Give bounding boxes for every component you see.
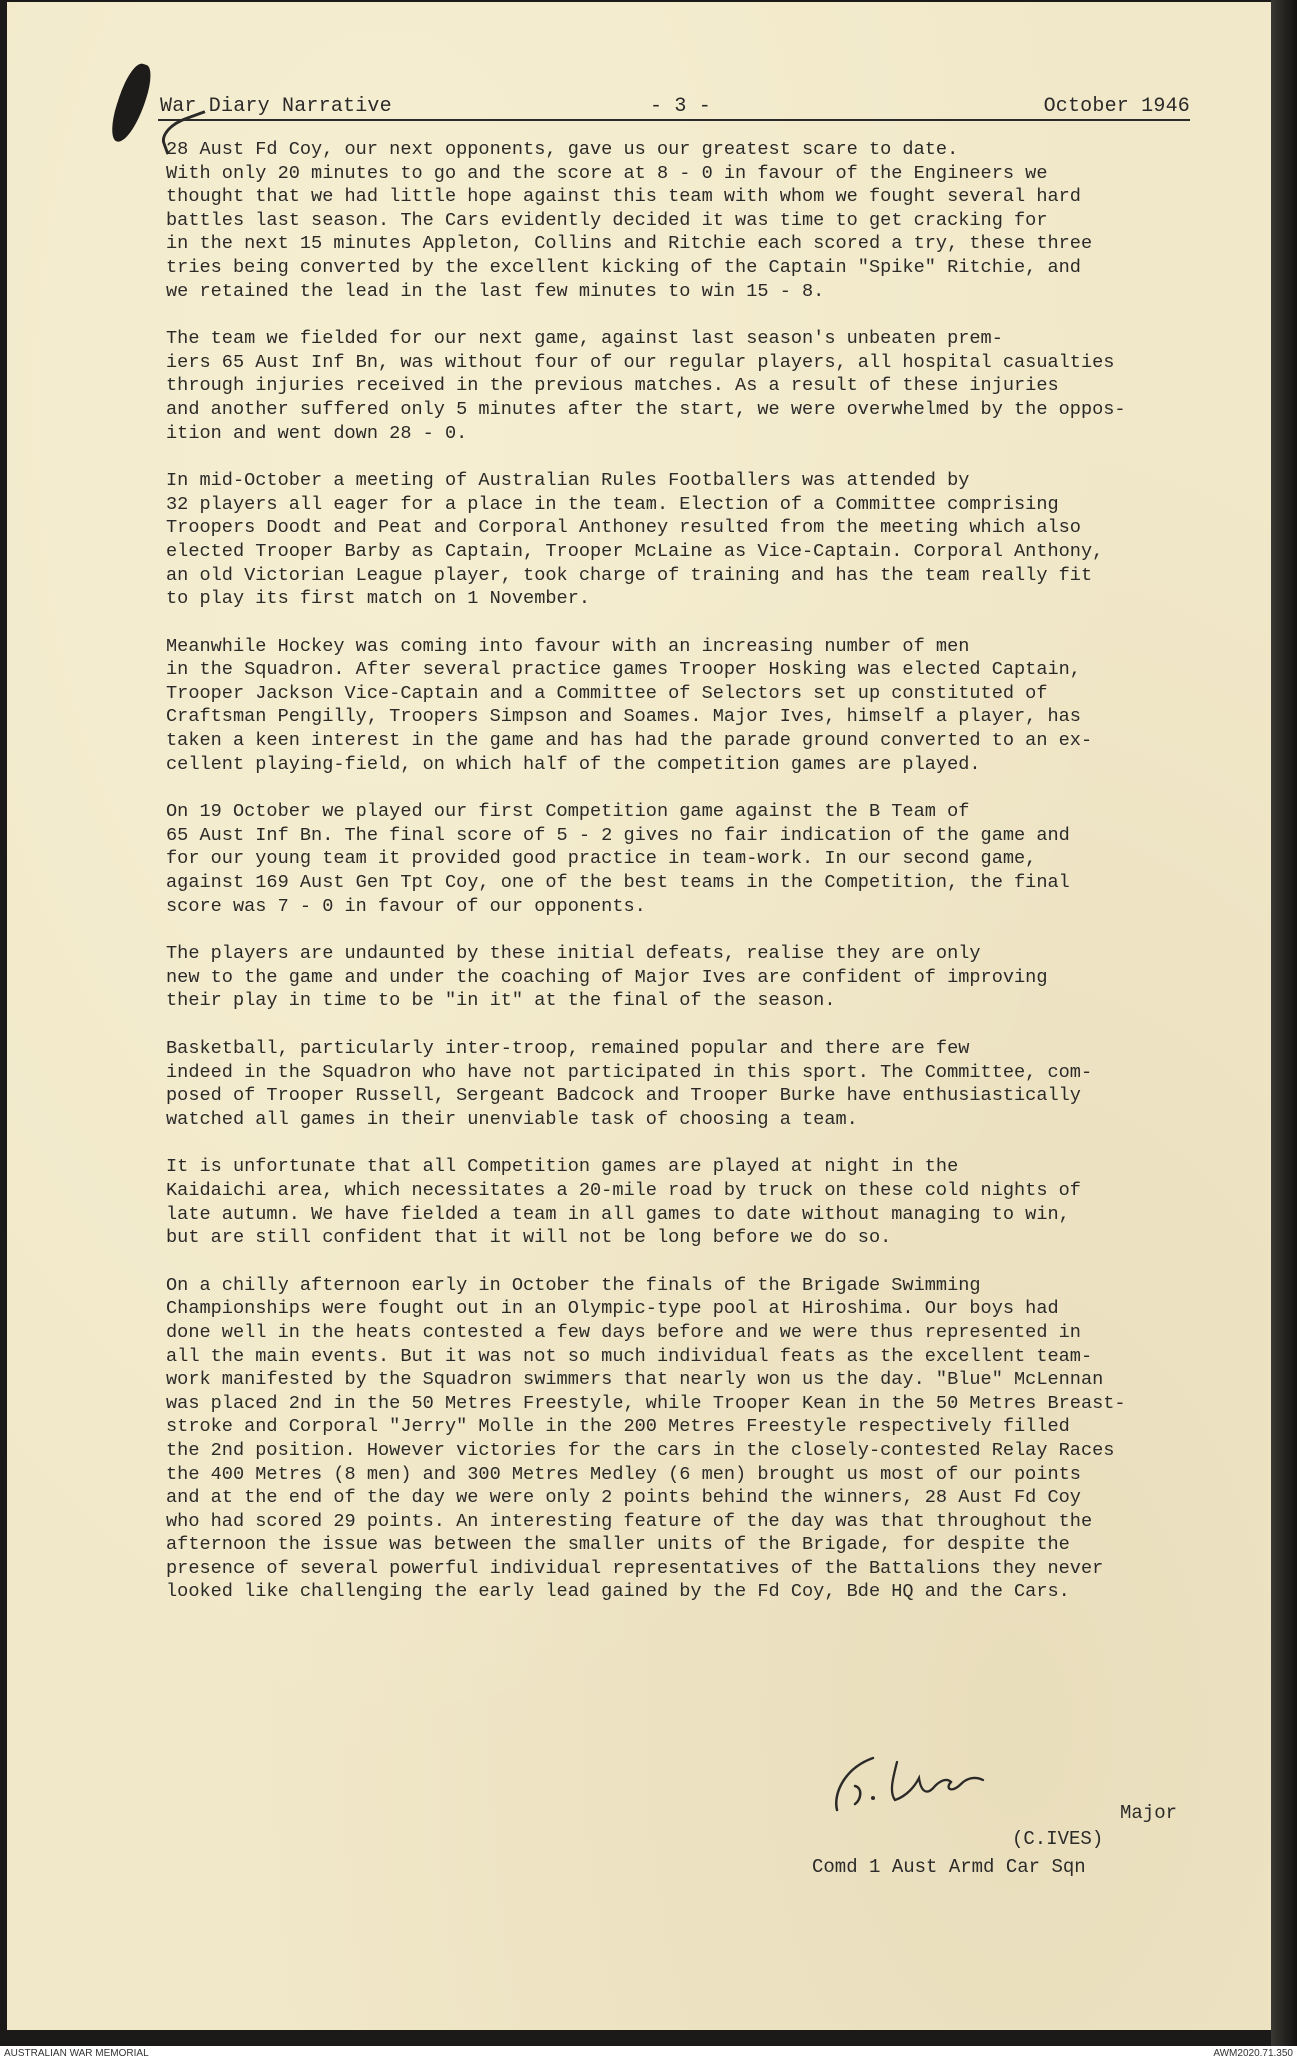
archive-reference: AWM2020.71.350 <box>1213 2048 1293 2059</box>
header-title: War Diary Narrative <box>160 95 392 118</box>
paragraph-rugby-inf-bn: The team we fielded for our next game, against last season's unbeaten prem- iers 65 Aust Inf Bn, was without four of our regular players, all hospital casualties through injuries received in the previous matches. As a result of these injuries and another suffered only 5 minutes after the start, we were overwhelmed by the oppos- ition and went down 28 - 0. <box>166 328 1126 444</box>
narrative-body <box>166 138 1244 1628</box>
signatory-unit: Comd 1 Aust Armd Car Sqn <box>812 1856 1086 1878</box>
paragraph-hockey-outlook: The players are undaunted by these initial defeats, realise they are only new to the game and under the coaching of Major Ives are confident of improving their play in time to be "in it" at the final of the season. <box>166 943 1048 1012</box>
paragraph-basketball: Basketball, particularly inter-troop, remained popular and there are few indeed in the Squadron who have not participated in this sport. The Committee, com- posed of Trooper Russell, Sergeant Badcock and Trooper Burke have enthusiastically watched all games in their unenviable task of choosing a team. <box>166 1038 1093 1130</box>
paragraph-hockey: Meanwhile Hockey was coming into favour with an increasing number of men in the Squadron. After several practice games Trooper Hosking was elected Captain, Trooper Jackson Vice-Captain and a Committee of Selectors set up constituted of Craftsman Pengilly, Troopers Simpson and Soames. Major Ives, himself a player, has taken a keen interest in the game and has had the parade ground converted to an ex- cellent playing-field, on which half of the competition games are played. <box>166 635 1093 775</box>
paragraph-australian-rules: In mid-October a meeting of Australian Rules Footballers was attended by 32 players all eager for a place in the team. Election of a Committee comprising Troopers Doodt and Peat and Corporal Anthoney resulted from the meeting which also elected Trooper Barby as Captain, Trooper McLaine as Vice-Captain. Corporal Anthony, an old Victorian League player, took charge of training and has the team really fit to play its first match on 1 November. <box>166 470 1104 610</box>
handwritten-signature <box>815 1748 1095 1818</box>
archive-credit: AUSTRALIAN WAR MEMORIAL <box>4 2048 149 2059</box>
paragraph-rugby-fd-coy: 28 Aust Fd Coy, our next opponents, gave us our greatest scare to date. With only 20 minutes to go and the score at 8 - 0 in favour of the Engineers we thought that we had little hope against this team with whom we fought several hard battles last season. The Cars evidently decided it was time to get cracking for in the next 15 minutes Appleton, Collins and Ritchie each scored a try, these three tries being converted by the excellent kicking of the Captain "Spike" Ritchie, and we retained the lead in the last few minutes to win 15 - 8. <box>166 139 1093 302</box>
signatory-name: (C.IVES) <box>1012 1828 1104 1850</box>
paragraph-competition-games: It is unfortunate that all Competition games are played at night in the Kaidaichi area, which necessitates a 20-mile road by truck on these cold nights of late autumn. We have fielded a team in all games to date without managing to win, but are still confident that it will not be long before we do so. <box>166 1156 1081 1249</box>
signatory-rank: Major <box>1120 1802 1178 1824</box>
header-date: October 1946 <box>1043 95 1190 118</box>
paragraph-hockey-games: On 19 October we played our first Competition game against the B Team of 65 Aust Inf Bn. The final score of 5 - 2 gives no fair indication of the game and for our young team it provided good practice in team-work. In our second game, against 169 Aust Gen Tpt Coy, one of the best teams in the Competition, the final score was 7 - 0 in favour of our opponents. <box>166 801 1070 917</box>
paragraph-swimming: On a chilly afternoon early in October the finals of the Brigade Swimming Championships were fought out in an Olympic-type pool at Hiroshima. Our boys had done well in the heats contested a few days before and we were thus represented in all the main events. But it was not so much individual feats as the excellent team- work manifested by the Squadron swimmers that nearly won us the day. "Blue" McLennan was placed 2nd in the 50 Metres Freestyle, while Trooper Kean in the 50 Metres Breast- stroke and Corporal "Jerry" Molle in the 200 Metres Freestyle respectively filled the 2nd position. However victories for the cars in the closely-contested Relay Races the 400 Metres (8 men) and 300 Metres Medley (6 men) brought us most of our points and at the end of the day we were only 2 points behind the winners, 28 Aust Fd Coy who had scored 29 points. An interesting feature of the day was that throughout the afternoon the issue was between the smaller units of the Brigade, for despite the presence of several powerful individual representatives of the Battalions they never looked like challenging the early lead gained by the Fd Coy, Bde HQ and the Cars. <box>166 1274 1126 1603</box>
page-edge-shadow <box>1271 0 1297 2046</box>
header-underline <box>158 119 1190 121</box>
page-number: - 3 - <box>650 95 712 118</box>
